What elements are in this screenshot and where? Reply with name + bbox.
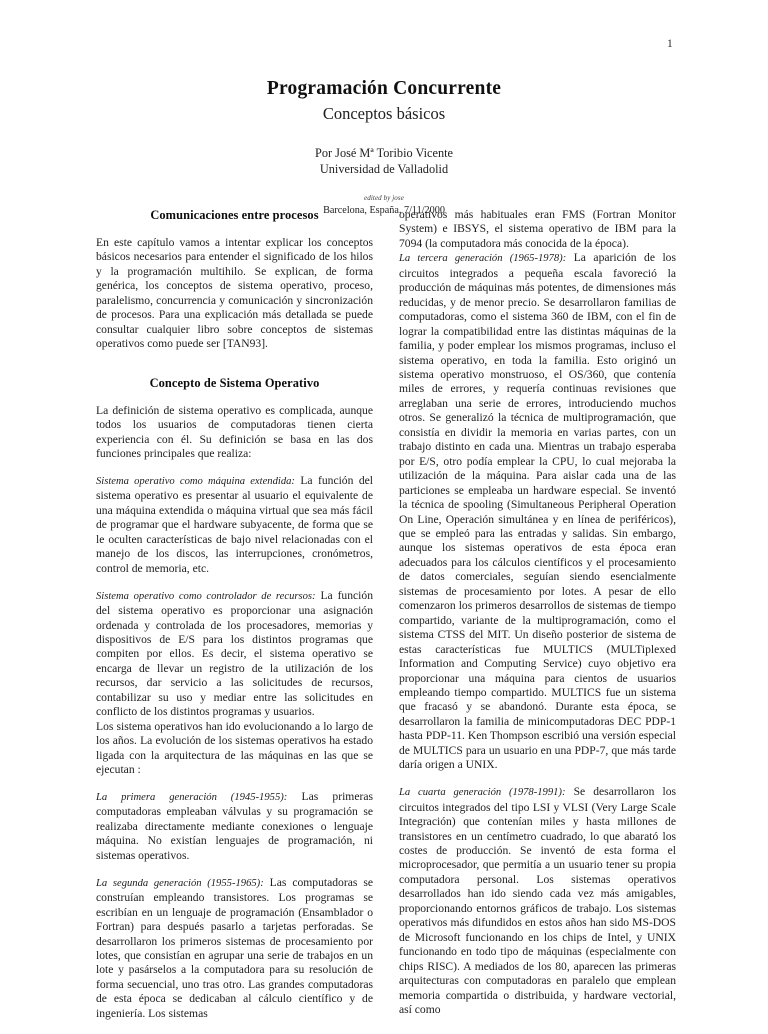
paragraph-controlador-recursos	[96, 589, 373, 720]
paragraph-primera-generacion	[96, 790, 373, 863]
lead-in-maquina-extendida: Sistema operativo como máquina extendida:	[96, 475, 295, 487]
paragraph-intro: En este capítulo vamos a intentar explicar los conceptos básicos necesarios para entender el significado de los hilos y la programación multihilo. Se explican, de forma genérica, los conceptos de sistema operativo, proceso, paralelismo, concurrencia y comunicación y sincronización de procesos. Para una explicación más detallada se puede consultar cualquier libro sobre conceptos de sistemas operativos como puede ser [TAN93].	[96, 236, 373, 351]
paragraph-segunda-generacion	[96, 876, 373, 1022]
paragraph-segunda-generacion-cont: operativos más habituales eran FMS (Fortran Monitor System) e IBSYS, el sistema operativo de IBM para la 7094 (la computadora más conocida de la época).	[399, 208, 676, 250]
lead-in-primera-generacion: La primera generación (1945-1955):	[96, 792, 288, 803]
paragraph-cuarta-generacion-text: Se desarrollaron los circuitos integrados del tipo LSI y VLSI (Very Large Scale Integración) que contenían miles y hasta millones de transistores en un centímetro cuadrado, lo que abarató los costes de producción. Se inventó de esta forma el microprocesador, que permitía a un usuario tener su propia computadora personal. Los sistemas operativos desarrollados han ido siendo cada vez más amigables, proporcionando entornos gráficos de trabajo. Los sistemas operativos más difundidos en estos años han sido MS-DOS de Microsoft funcionando en los chips de Intel, y UNIX funcionando en todo tipo de máquinas (especialmente con chips RISC). A mediados de los 80, aparecen las primeras arquitecturas con computadoras en paralelo que emplean memoria compartida o distribuida, y hardware vectorial, así como	[399, 785, 677, 1016]
paragraph-controlador-recursos-text: La función del sistema operativo es proporcionar una asignación ordenada y controlada de los procesadores, memorias y dispositivos de E/S para los distintos programas que compiten por ellos. Es decir, el sistema operativo se encarga de llevar un registro de la utilización de los recursos, dar servicio a las solicitudes de recursos, contabilizar su uso y mediar entre las solicitudes en conflicto de los distintos programas y usuarios.	[96, 588, 373, 719]
paragraph-primera-generacion-text: Las primeras computadoras empleaban válvulas y su programación se realizaba directamente mediante conexiones o lenguaje máquina. No existían lenguajes de programación, ni sistemas operativos.	[96, 790, 373, 862]
paragraph-definicion-so: La definición de sistema operativo es complicada, aunque todos los usuarios de computadoras tienen cierta experiencia con él. Su definición se basa en las dos funciones principales que realiza:	[96, 403, 373, 460]
left-column	[96, 208, 373, 1034]
paragraph-segunda-generacion-text: Las computadoras se construían empleando transistores. Los programas se escribían en un lenguaje de programación (Ensamblador o Fortran) para después pasarlo a tarjetas perforadas. Se desarrollaron los primeros sistemas de procesamiento por lotes, que consistían en agrupar una serie de trabajos en un lote y pasárselos a la computadora para su resolución de forma secuencial, uno tras otro. Las grandes computadoras de esta época se dedicaban al cálculo científico y de ingeniería. Los sistemas	[96, 875, 373, 1020]
paragraph-maquina-extendida-text: La función del sistema operativo es presentar al usuario el equivalente de una máquina extendida o máquina virtual que sea más fácil de programar que el hardware subyacente, de forma que se le oculten características de bajo nivel relacionadas con el manejo de los discos, las interrupciones, cronómetros, control de memoria, etc.	[96, 473, 373, 575]
paragraph-maquina-extendida	[96, 474, 373, 576]
paragraph-tercera-generacion	[399, 251, 676, 772]
paragraph-evolucion: Los sistema operativos han ido evolucionando a lo largo de los años. La evolución de los sistemas operativos ha estado ligada con la arquitectura de las máquinas en las que se ejecutan :	[96, 719, 373, 777]
section-heading-comunicaciones: Comunicaciones entre procesos	[150, 208, 319, 222]
paragraph-cuarta-generacion	[399, 785, 676, 1017]
lead-in-controlador-recursos: Sistema operativo como controlador de recursos:	[96, 590, 316, 602]
lead-in-tercera-generacion: La tercera generación (1965-1978):	[399, 253, 567, 265]
paragraph-tercera-generacion-text: La aparición de los circuitos integrados a pequeña escala favoreció la producción de máquinas más potentes, de dimensiones más reducidas, y de menor precio. Se desarrollaron familias de computadoras, como el sistema 360 de IBM, con el fin de lograr la compatibilidad entre las distintas máquinas de la familia, y poder emplear los mismos programas, incluso el sistema operativo, en toda la familia. Esto originó un sistema operativo monstruoso, el OS/360, que contenía miles de errores, y requería continuas revisiones que arreglaban una serie de errores, introduciendo muchos otros. Se generalizó la técnica de multiprogramación, que consistía en dividir la memoria en varias partes, con un trabajo distinto en cada una. Mientras un trabajo esperaba por E/S, otro podía emplear la CPU, lo cual mejoraba la utilización de la máquina. Para aislar cada una de las particiones se empleaba un hardware especial. Se inventó la técnica de spooling (Simultaneous Peripheral Operation On Line, Operación simultánea y en línea de periféricos), que se empleó para las entradas y salidas. Sin embargo, aunque los sistemas operativos de esta época eran adecuados para los cálculos científicos y el procesamiento de datos comerciales, seguían siendo esencialmente sistemas de procesamiento por lotes. A pesar de ello comenzaron los primeros desarrollos de sistemas de tiempo compartido, variante de la multiprogramación, como el sistema CTSS del MIT. Un diseño posterior de sistema de estas características fue MULTICS (MULTiplexed Information and Computing Service) cuyo objetivo era proporcionar una máquina para cientos de usuarios empleando tiempo compartido. MULTICS fue un sistema que fracasó y se abandonó. Durante esta época, se desarrollaron la familia de minicomputadoras DEC PDP-1 hasta PDP-11. Ken Thompson escribió una versión especial de MULTICS para un usuario en una PDP-7, que más tarde daría origen a UNIX.	[399, 251, 676, 772]
page-number: 1	[667, 38, 673, 50]
two-column-body	[96, 208, 676, 1034]
author-byline: Por José Mª Toribio Vicente	[315, 146, 453, 160]
section-heading-concepto-so: Concepto de Sistema Operativo	[149, 375, 320, 390]
document-title: Programación Concurrente	[266, 78, 502, 99]
affiliation: Universidad de Valladolid	[319, 162, 449, 176]
place-and-date: Barcelona, España. 7/11/2000	[323, 205, 445, 216]
document-masthead	[0, 0, 768, 216]
lead-in-cuarta-generacion: La cuarta generación (1978-1991):	[399, 787, 566, 799]
edited-by-note: edited by jose	[364, 194, 404, 202]
right-column	[399, 208, 676, 1030]
document-subtitle: Conceptos básicos	[322, 104, 446, 123]
lead-in-segunda-generacion: La segunda generación (1955-1965):	[96, 877, 264, 889]
